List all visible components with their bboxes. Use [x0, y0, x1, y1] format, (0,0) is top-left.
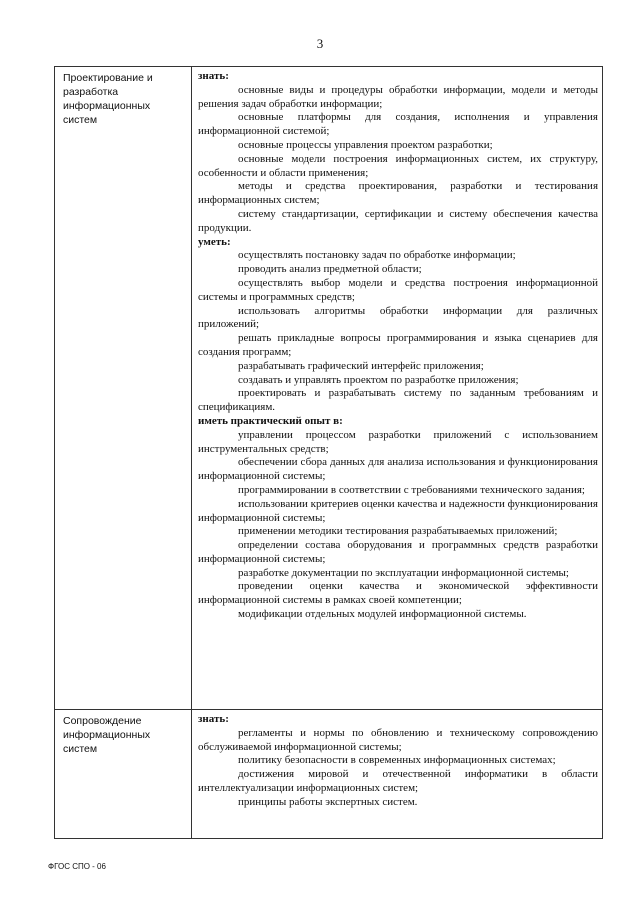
list-item: основные процессы управления проектом разработки; [238, 138, 493, 151]
list-item: проведении оценки качества и экономической эффективности информационной системы в рамках своей компетенции; [198, 580, 598, 607]
area-name: Проектирование и разработка информационных систем [63, 72, 153, 126]
list-item: достижения мировой и отечественной информатики в области интеллектуализации информационных систем; [198, 768, 598, 794]
section-label-can: уметь: [198, 235, 231, 248]
list-item: основные платформы для создания, исполнения и управления информационной системой; [198, 111, 598, 138]
section-label-know: знать: [198, 70, 229, 82]
list-item: разработке документации по эксплуатации информационной системы; [238, 566, 569, 579]
table-row [55, 67, 603, 710]
table-row [55, 710, 603, 839]
list-item: разрабатывать графический интерфейс приложения; [238, 359, 484, 372]
content-cell [192, 67, 603, 710]
list-item: осуществлять постановку задач по обработке информации; [238, 249, 516, 262]
list-item: решать прикладные вопросы программирования и языка сценариев для создания программ; [198, 332, 598, 358]
list-item: проектировать и разрабатывать систему по заданным требованиям и спецификациям. [198, 387, 598, 414]
list-item: определении состава оборудования и программных средств разработки информационной системы; [198, 539, 598, 565]
list-item: программировании в соответствии с требованиями технического задания; [238, 483, 585, 496]
list-item: проводить анализ предметной области; [238, 263, 422, 276]
list-item: применении методики тестирования разрабатываемых приложений; [238, 525, 558, 538]
list-item: создавать и управлять проектом по разработке приложения; [238, 373, 519, 386]
list-item: обеспечении сбора данных для анализа использования и функционирования информационной системы; [198, 456, 598, 483]
list-item: управлении процессом разработки приложений с использованием инструментальных средств; [198, 428, 598, 455]
list-item: осуществлять выбор модели и средства построения информационной системы и программных средств; [198, 276, 598, 303]
list-item: основные модели построения информационных систем, их структуру, особенности и области применения; [198, 152, 598, 179]
area-cell [55, 67, 192, 710]
list-item: модификации отдельных модулей информационной системы. [238, 608, 527, 621]
list-item: регламенты и нормы по обновлению и техническому сопровождению обслуживаемой информационной системы; [198, 726, 598, 753]
list-item: принципы работы экспертных систем. [238, 795, 418, 808]
page-number: 3 [316, 36, 324, 51]
footer-doc-code: ФГОС СПО - 06 [48, 862, 106, 871]
list-item: политику безопасности в современных информационных системах; [238, 754, 556, 767]
list-item: использовании критериев оценки качества и надежности функционирования информационной системы; [198, 497, 598, 524]
list-item: использовать алгоритмы обработки информации для различных приложений; [198, 304, 598, 331]
list-item: методы и средства проектирования, разработки и тестирования информационных систем; [198, 180, 598, 207]
content-cell [192, 710, 603, 839]
list-item: основные виды и процедуры обработки информации, модели и методы решения задач обработки информации; [198, 83, 598, 110]
section-label-know: знать: [198, 713, 229, 725]
competency-table [54, 66, 603, 839]
section-label-experience: иметь практический опыт в: [198, 414, 343, 427]
list-item: систему стандартизации, сертификации и систему обеспечения качества продукции. [198, 207, 598, 234]
area-name: Сопровождение информационных систем [63, 715, 151, 755]
area-cell [55, 710, 192, 839]
